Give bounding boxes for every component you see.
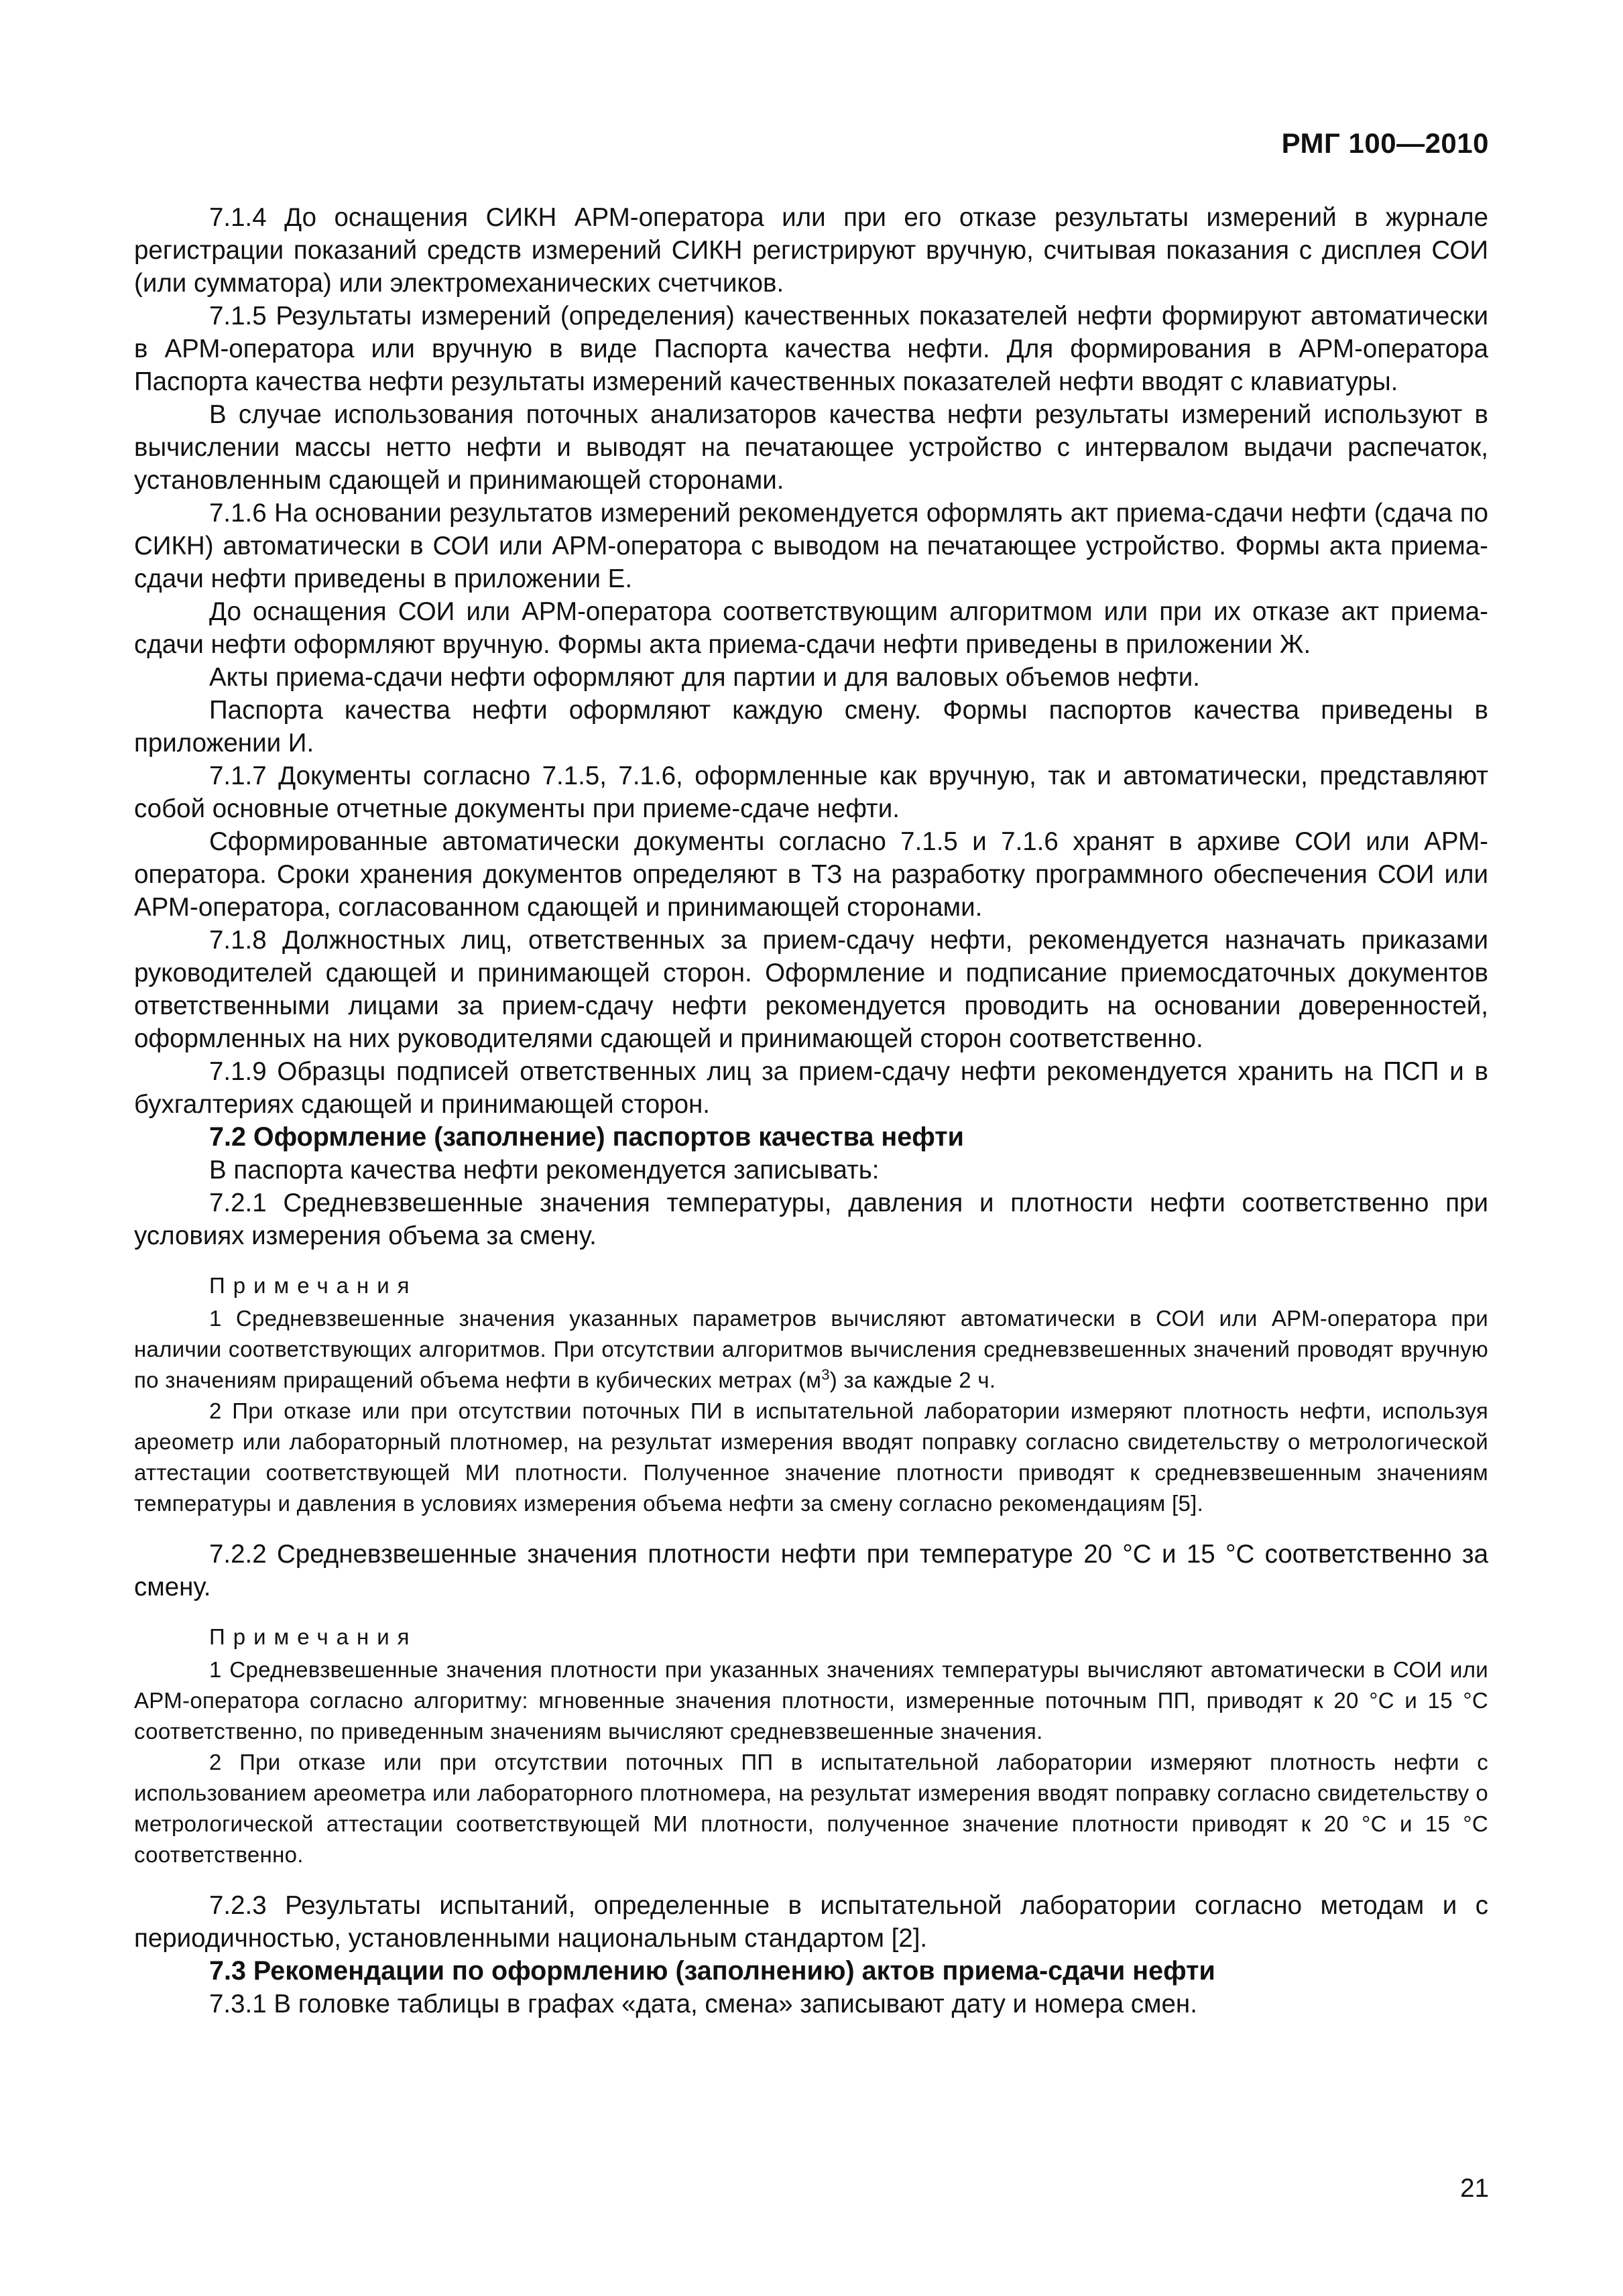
paragraph-7-1-4: 7.1.4 До оснащения СИКН АРМ-оператора или при его отказе результаты измерений в журнале регистрации показаний средств измерений СИКН регистрируют вручную, считывая показания с дисплея СОИ (или сумматора) или электромеханических счетчиков. xyxy=(134,203,1488,298)
paragraph-7-2-intro: В паспорта качества нефти рекомендуется записывать: xyxy=(209,1156,880,1185)
paragraph-flow-analyzers: В случае использования поточных анализаторов качества нефти результаты измерений используют в вычислении массы нетто нефти и выводят на печатающее устройство с интервалом выдачи распечаток, установленным сдающей и принимающей сторонами. xyxy=(134,400,1488,495)
paragraph-acts-batch: Акты приема-сдачи нефти оформляют для партии и для валовых объемов нефти. xyxy=(209,663,1200,692)
section-heading-7-3: 7.3 Рекомендации по оформлению (заполнению) актов приема-сдачи нефти xyxy=(209,1956,1215,1986)
paragraph-7-3-1: 7.3.1 В головке таблицы в графах «дата, смена» записывают дату и номера смен. xyxy=(209,1990,1197,2018)
notes-block-7-2-1 xyxy=(134,1272,1488,1519)
note-2: 2 При отказе или при отсутствии поточных ПИ в испытательной лаборатории измеряют плотность нефти, используя ареометр или лабораторный плотномер, на результат измерения вводят поправку согласно свидетельству о метрологической аттестации соответствующей МИ плотности. Полученное значение плотности приводят к средневзвешенным значениям температуры и давления в условиях измерения объема нефти за смену согласно рекомендациям [5]. xyxy=(134,1398,1488,1516)
note-1-text: 1 Средневзвешенные значения указанных параметров вычисляют автоматически в СОИ или АРМ-оператора при наличии соответствующих алгоритмов. При отсутствии алгоритмов вычисления средневзвешенных значений проводят вручную по значениям приращений объема нефти в кубических метрах (м xyxy=(134,1306,1488,1392)
paragraph-7-1-5: 7.1.5 Результаты измерений (определения) качественных показателей нефти формируют автоматически в АРМ-оператора или вручную в виде Паспорта качества нефти. Для формирования в АРМ-оператора Паспорта качества нефти результаты измерений качественных показателей нефти вводят с клавиатуры. xyxy=(134,302,1488,396)
page-number: 21 xyxy=(1460,2174,1489,2203)
cubic-superscript: 3 xyxy=(821,1366,830,1383)
paragraph-archive: Сформированные автоматически документы согласно 7.1.5 и 7.1.6 хранят в архиве СОИ или АРМ-оператора. Сроки хранения документов определяют в ТЗ на разработку программного обеспечения СОИ или АРМ-оператора, согласованном сдающей и принимающей сторонами. xyxy=(134,827,1488,922)
paragraph-7-1-7: 7.1.7 Документы согласно 7.1.5, 7.1.6, оформленные как вручную, так и автоматически, представляют собой основные отчетные документы при приеме-сдаче нефти. xyxy=(134,762,1488,823)
notes-title: Примечания xyxy=(209,1273,418,1298)
paragraph-7-2-2: 7.2.2 Средневзвешенные значения плотности нефти при температуре 20 °С и 15 °С соответственно за смену. xyxy=(134,1540,1488,1602)
note-1 xyxy=(134,1303,1488,1396)
notes-block-7-2-2 xyxy=(134,1624,1488,1870)
paragraph-7-2-1: 7.2.1 Средневзвешенные значения температуры, давления и плотности нефти соответственно при условиях измерения объема за смену. xyxy=(134,1189,1488,1250)
paragraph-quality-passports: Паспорта качества нефти оформляют каждую смену. Формы паспортов качества приведены в приложении И. xyxy=(134,696,1488,758)
paragraph-7-1-9: 7.1.9 Образцы подписей ответственных лиц за прием-сдачу нефти рекомендуется хранить на ПСП и в бухгалтериях сдающей и принимающей сторон. xyxy=(134,1057,1488,1119)
paragraph-7-1-6: 7.1.6 На основании результатов измерений рекомендуется оформлять акт приема-сдачи нефти (сдача по СИКН) автоматически в СОИ или АРМ-оператора с выводом на печатающее устройство. Формы акта приема-сдачи нефти приведены в приложении Е. xyxy=(134,499,1488,593)
paragraph-manual-act: До оснащения СОИ или АРМ-оператора соответствующим алгоритмом или при их отказе акт приема-сдачи нефти оформляют вручную. Формы акта приема-сдачи нефти приведены в приложении Ж. xyxy=(134,597,1488,659)
notes-title: Примечания xyxy=(209,1624,418,1649)
note-1-text-end: ) за каждые 2 ч. xyxy=(829,1368,996,1392)
paragraph-7-1-8: 7.1.8 Должностных лиц, ответственных за прием-сдачу нефти, рекомендуется назначать приказами руководителей сдающей и принимающей сторон. Оформление и подписание приемосдаточных документов ответственными лицами за прием-сдачу нефти рекомендуется проводить на основании доверенностей, оформленных на них руководителями сдающей и принимающей сторон соответственно. xyxy=(134,926,1488,1053)
paragraph-7-2-3: 7.2.3 Результаты испытаний, определенные в испытательной лаборатории согласно методам и с периодичностью, установленными национальным стандартом [2]. xyxy=(134,1891,1488,1953)
document-designation: РМГ 100—2010 xyxy=(1281,127,1489,159)
note-1: 1 Средневзвешенные значения плотности при указанных значениях температуры вычисляют автоматически в СОИ или АРМ-оператора согласно алгоритму: мгновенные значения плотности, измеренные поточным ПП, приводят к 20 °С и 15 °С соответственно, по приведенным значениям вычисляют средневзвешенные значения. xyxy=(134,1657,1488,1744)
note-2: 2 При отказе или при отсутствии поточных ПП в испытательной лаборатории измеряют плотность нефти с использованием ареометра или лабораторного плотномера, на результат измерения вводят поправку согласно свидетельству о метрологической аттестации соответствующей МИ плотности, полученное значение плотности приводят к 20 °С и 15 °С соответственно. xyxy=(134,1750,1488,1867)
section-heading-7-2: 7.2 Оформление (заполнение) паспортов качества нефти xyxy=(209,1122,964,1152)
page-body xyxy=(134,201,1488,2020)
